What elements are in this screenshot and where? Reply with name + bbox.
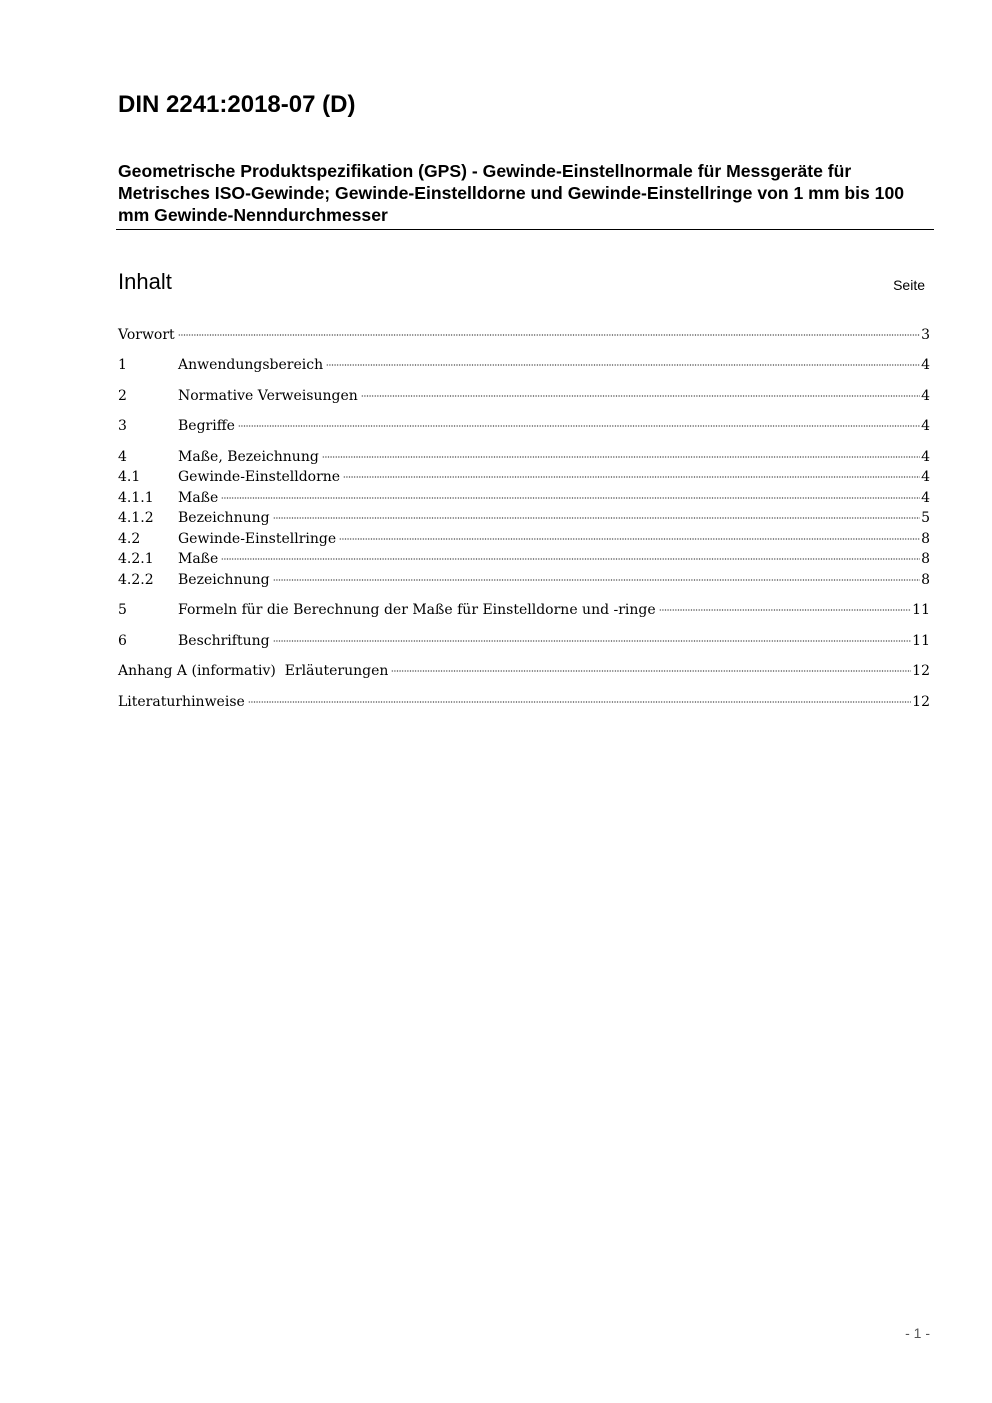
toc-dot-leader xyxy=(361,395,920,397)
toc-entry-label: Literaturhinweise xyxy=(118,694,245,710)
document-subtitle: Geometrische Produktspezifikation (GPS) - Gewinde-Einstellnormale für Messgeräte für Metrisches ISO-Gewinde; Gewinde-Einstelldorne und Gewinde-Einstellringe von 1 mm bis 100 mm Gewinde-Nenndurchmesser xyxy=(118,161,905,225)
toc-entry[interactable] xyxy=(118,468,930,486)
toc-entry-number: 1 xyxy=(118,357,127,373)
toc-entry-number: 3 xyxy=(118,418,127,434)
toc-dot-leader xyxy=(273,640,912,642)
toc-entry-page: 4 xyxy=(921,357,930,373)
toc-entry-label: Anhang A (informativ) Erläuterungen xyxy=(118,663,389,679)
toc-entry[interactable] xyxy=(118,387,930,405)
toc-entry-page: 8 xyxy=(921,531,930,547)
toc-entry-page: 5 xyxy=(921,510,930,526)
toc-entry[interactable] xyxy=(118,662,930,680)
toc-dot-leader xyxy=(339,538,920,540)
toc-dot-leader xyxy=(221,497,920,499)
toc-entry-page: 4 xyxy=(921,449,930,465)
toc-entry-label: Bezeichnung xyxy=(178,572,270,588)
toc-entry[interactable] xyxy=(118,417,930,435)
toc-entry[interactable] xyxy=(118,509,930,527)
toc-entry[interactable] xyxy=(118,550,930,568)
toc-entry[interactable] xyxy=(118,356,930,374)
toc-dot-leader xyxy=(343,476,920,478)
toc-entry[interactable] xyxy=(118,693,930,711)
toc-entry-page: 3 xyxy=(921,327,930,343)
toc-entry-number: 4 xyxy=(118,449,127,465)
toc-entry-number: 4.2 xyxy=(118,531,141,547)
toc-entry-label: Maße xyxy=(178,490,219,506)
toc-dot-leader xyxy=(221,558,920,560)
toc-entry-label: Normative Verweisungen xyxy=(178,388,358,404)
toc-entry-label: Begriffe xyxy=(178,418,235,434)
toc-heading: Inhalt xyxy=(118,269,172,294)
toc-entry-page: 11 xyxy=(912,633,930,649)
toc-dot-leader xyxy=(238,425,920,427)
toc-entry-label: Anwendungsbereich xyxy=(178,357,324,373)
toc-entry-page: 12 xyxy=(912,694,930,710)
toc-dot-leader xyxy=(326,364,920,366)
toc-entry-number: 4.2.2 xyxy=(118,572,154,588)
toc-dot-leader xyxy=(659,609,912,611)
toc-entry-number: 4.1 xyxy=(118,469,141,485)
toc-entry-page: 8 xyxy=(921,551,930,567)
toc-entry-label: Gewinde-Einstellringe xyxy=(178,531,337,547)
toc-entry-number: 6 xyxy=(118,633,127,649)
toc-entry-page: 4 xyxy=(921,469,930,485)
toc-dot-leader xyxy=(322,456,920,458)
toc-entry-label: Formeln für die Berechnung der Maße für Einstelldorne und -ringe xyxy=(178,602,656,618)
toc-dot-leader xyxy=(273,517,920,519)
toc-entry-label: Gewinde-Einstelldorne xyxy=(178,469,341,485)
toc-entry-page: 4 xyxy=(921,490,930,506)
document-title: DIN 2241:2018-07 (D) xyxy=(118,91,356,118)
footer-page-number: - 1 - xyxy=(905,1325,930,1341)
toc-page-column-label: Seite xyxy=(893,277,925,293)
toc-entry-number: 2 xyxy=(118,388,127,404)
toc-entry-number: 4.1.2 xyxy=(118,510,154,526)
toc-entry-number: 4.2.1 xyxy=(118,551,154,567)
toc-entry[interactable] xyxy=(118,326,930,344)
toc-dot-leader xyxy=(273,579,920,581)
toc-entry-page: 4 xyxy=(921,418,930,434)
toc-entry-number: 4.1.1 xyxy=(118,490,154,506)
toc-dot-leader xyxy=(178,334,920,336)
toc-dot-leader xyxy=(391,670,911,672)
title-divider xyxy=(116,229,934,230)
toc-entry-number: 5 xyxy=(118,602,127,618)
toc-entry[interactable] xyxy=(118,448,930,466)
toc-entry-label: Maße xyxy=(178,551,219,567)
toc-entry[interactable] xyxy=(118,632,930,650)
toc-entry-page: 11 xyxy=(912,602,930,618)
toc-dot-leader xyxy=(248,701,911,703)
toc-entry-label: Beschriftung xyxy=(178,633,270,649)
toc-entry-label: Vorwort xyxy=(118,327,175,343)
toc-entry[interactable] xyxy=(118,489,930,507)
toc-entry-label: Bezeichnung xyxy=(178,510,270,526)
toc-entry[interactable] xyxy=(118,530,930,548)
toc-entry-page: 8 xyxy=(921,572,930,588)
toc-entry-page: 12 xyxy=(912,663,930,679)
toc-entry-label: Maße, Bezeichnung xyxy=(178,449,319,465)
toc-entry[interactable] xyxy=(118,571,930,589)
toc-entry[interactable] xyxy=(118,601,930,619)
toc-entry-page: 4 xyxy=(921,388,930,404)
